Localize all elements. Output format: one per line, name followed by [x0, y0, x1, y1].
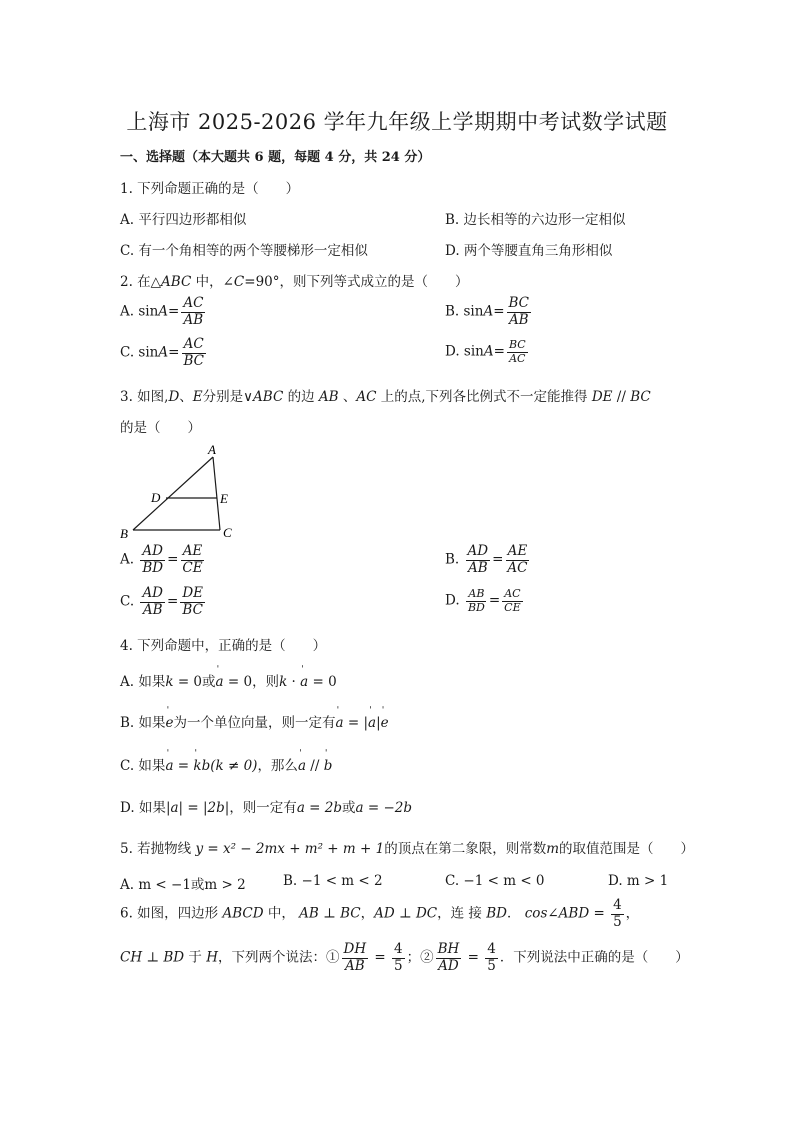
q6-bd: BD — [486, 905, 507, 922]
question-6-line-2 — [120, 942, 689, 974]
q4-c-pre: C. 如果 — [120, 758, 166, 774]
question-1-stem: 1. 下列命题正确的是（ ） — [120, 181, 300, 197]
q6-f2-num: BH — [437, 941, 460, 957]
question-5-option-b: B. −1 < m < 2 — [283, 873, 383, 889]
q2-a-var: A — [158, 303, 169, 320]
q2-d-num: BC — [508, 338, 526, 351]
q2-a-num: AC — [183, 295, 204, 311]
question-5-option-d: D. m > 1 — [608, 873, 669, 889]
q6-cos-fraction — [611, 898, 624, 930]
question-4-option-b — [120, 711, 389, 731]
q6-dot: ． — [506, 905, 525, 922]
q3-a-eq: = — [167, 551, 179, 568]
vertex-label-e: E — [220, 491, 228, 506]
q6-frac-dh-ab — [342, 942, 369, 974]
q2-b-label: B. sin — [445, 303, 484, 320]
q3-c-n2: DE — [182, 585, 204, 601]
q6-f1-den: AB — [344, 957, 365, 974]
q3-b-label: B. — [445, 551, 460, 568]
q2-b-den: AB — [508, 311, 529, 328]
question-2-option-a — [120, 296, 207, 328]
q2-d-var: A — [483, 343, 494, 360]
q4-b-vector-e2: ˈ e — [381, 715, 389, 731]
q6-frac-bh-ad — [436, 942, 462, 974]
q4-b-vector-a: ˈ a — [336, 715, 344, 731]
q3-point-e: E — [192, 389, 203, 405]
q6-h: H — [206, 949, 218, 966]
q3-a-label: A. — [120, 551, 135, 568]
vertex-label-c: C — [223, 525, 232, 540]
q6-cos-den: 5 — [613, 913, 622, 930]
q6-pre: 6. 如图，四边形 — [120, 905, 223, 922]
question-2-option-b — [445, 296, 533, 328]
question-5-option-c: C. −1 < m < 0 — [445, 873, 545, 889]
q4-b-mid: 为一个单位向量，则一定有 — [173, 715, 336, 731]
q4-c-vector-a: ˈ a — [165, 758, 173, 774]
q2-d-fraction — [507, 339, 528, 365]
question-5-option-a: A. m < −1或m > 2 — [120, 877, 246, 893]
q6-frac-four-fifths-1 — [392, 942, 405, 974]
q3-d-n1: AB — [468, 587, 485, 600]
q3-d-n2: AC — [504, 587, 521, 600]
q3-d-d1: BD — [467, 600, 485, 614]
q3-a-n1: AD — [142, 543, 163, 559]
q6-f1-num: DH — [343, 941, 367, 957]
q2-c-eq: = — [168, 344, 180, 361]
q6-end: ， — [625, 905, 640, 922]
q2-d-label: D. sin — [445, 343, 484, 360]
q3-d-d2: CE — [504, 600, 521, 614]
question-5-stem — [120, 837, 694, 857]
q4-b-vector-a2: ˈ a — [368, 715, 376, 731]
q4-a-pre: A. 如果 — [120, 674, 166, 690]
q3-a-frac-left — [140, 544, 165, 576]
q4-b-bar: | — [376, 715, 381, 731]
q3-triangle: ABC — [253, 389, 284, 405]
q3-c-d1: AB — [142, 601, 163, 618]
q3-b-d1: AB — [467, 559, 488, 576]
q6-comma: ， — [360, 905, 375, 922]
section-heading: 一、选择题（本大题共 6 题，每题 4 分，共 24 分） — [120, 150, 431, 165]
q2-stem-post: =90°，则下列等式成立的是（ ） — [244, 274, 469, 290]
q4-d-condition: |a| = |2b| — [165, 800, 230, 816]
question-3-option-c — [120, 586, 207, 618]
q6-condition-2: AD ⊥ DC — [374, 905, 438, 922]
q4-a-end: = 0 — [308, 674, 337, 690]
q3-pre: 3. 如图, — [120, 389, 169, 405]
q2-a-den: AB — [183, 311, 204, 328]
q4-a-k2: k — [279, 674, 288, 690]
q3-b-d2: AC — [507, 559, 528, 576]
question-2-option-c — [120, 337, 208, 369]
q2-d-den: AC — [509, 351, 526, 365]
q3-side-ac: AC — [356, 389, 377, 405]
q4-a-vector-a: ˈ a — [216, 674, 224, 690]
q6-mid2: ，下列两个说法：① — [218, 949, 340, 966]
q6-cos-num: 4 — [613, 897, 622, 913]
q6-frac-four-fifths-2 — [485, 942, 498, 974]
q2-c-den: BC — [183, 352, 204, 369]
vertex-label-b: B — [120, 526, 128, 541]
vertex-label-a: A — [208, 442, 216, 457]
q3-b-n1: AD — [467, 543, 489, 559]
q4-a-k: k — [165, 674, 174, 690]
q2-stem-pre: 2. 在 — [120, 274, 151, 290]
question-2-option-d — [445, 339, 530, 365]
q5-m: m — [546, 841, 560, 857]
q4-d-mid: ，则一定有 — [229, 800, 297, 816]
q4-a-then: ，则 — [252, 674, 280, 690]
question-4-stem: 4. 下列命题中，正确的是（ ） — [120, 638, 327, 654]
question-3-option-b — [445, 544, 532, 576]
q6-v2-num: 4 — [487, 941, 496, 957]
q4-a-eqv0: = 0 — [223, 674, 253, 690]
q2-c-label: C. sin — [120, 344, 159, 361]
question-1-option-c: C. 有一个角相等的两个等腰梯形一定相似 — [120, 243, 368, 259]
q4-c-condition: (k ≠ 0) — [210, 758, 258, 774]
q6-eq1: = — [370, 949, 391, 966]
q6-f2-den: AD — [438, 957, 459, 974]
q3-d-eq: = — [488, 592, 501, 609]
q3-rest: 的边 — [283, 389, 319, 405]
q6-mid: 中， — [263, 905, 300, 922]
q3-bc: BC — [630, 389, 651, 405]
question-6-line-1 — [120, 898, 639, 930]
q6-cos: cos∠ABD — [524, 905, 590, 922]
q3-de: DE — [591, 389, 613, 405]
q5-equation: y = x² − 2mx + m² + m + 1 — [195, 841, 385, 857]
question-4-option-d — [120, 796, 412, 816]
q4-c-vector-kb: ˈ kb — [193, 758, 210, 774]
q3-tail: 上的点,下列各比例式不一定能推得 — [376, 389, 592, 405]
q4-c-vector-a2: ˈ a — [298, 758, 306, 774]
question-1-option-d: D. 两个等腰直角三角形相似 — [445, 243, 613, 259]
q4-d-or: 或 — [342, 800, 356, 816]
q6-v2-den: 5 — [487, 957, 496, 974]
q4-a-dot: · — [287, 674, 301, 690]
q6-semicolon: ；② — [406, 949, 434, 966]
triangle-figure — [115, 440, 245, 545]
q4-b-eq: = | — [343, 715, 369, 731]
q3-sep: 、 — [179, 389, 193, 405]
q3-side-ab: AB — [318, 389, 339, 405]
q3-a-d1: BD — [142, 559, 164, 576]
q3-mid: 分别是∨ — [202, 389, 254, 405]
q6-yu: 于 — [184, 949, 207, 966]
q3-c-label: C. — [120, 593, 135, 610]
q3-b-frac-right — [505, 544, 529, 576]
q2-stem-mid: 中，∠ — [191, 274, 234, 290]
vertex-label-d: D — [151, 490, 161, 505]
q4-d-result-1: a = 2b — [296, 800, 342, 816]
question-3-stem-line-1 — [120, 385, 651, 405]
page-title: 上海市 2025-2026 学年九年级上学期期中考试数学试题 — [126, 110, 668, 134]
q6-connect: ，连 接 — [437, 905, 487, 922]
q4-b-vector-e: ˈ e — [166, 715, 174, 731]
q4-b-pre: B. 如果 — [120, 715, 166, 731]
question-3-option-d — [445, 588, 525, 614]
q6-ch-bd: CH ⊥ BD — [120, 949, 185, 966]
q2-c-var: A — [158, 344, 169, 361]
q3-c-d2: BC — [182, 601, 203, 618]
q2-b-eq: = — [493, 303, 505, 320]
q4-a-vector-a2: ˈ a — [300, 674, 308, 690]
q4-d-result-2: a = −2b — [355, 800, 412, 816]
question-4-option-a — [120, 670, 337, 690]
q2-b-fraction — [507, 296, 532, 328]
side-ab — [133, 457, 213, 530]
q3-b-eq: = — [492, 551, 504, 568]
q6-end2: ．下列说法中正确的是（ ） — [499, 949, 689, 966]
q6-condition-1: AB ⊥ BC — [299, 905, 361, 922]
q3-c-frac-left — [140, 586, 165, 618]
q3-d-frac-left — [466, 588, 487, 614]
q2-a-fraction — [181, 296, 205, 328]
side-ac — [213, 457, 220, 530]
q3-b-frac-left — [466, 544, 491, 576]
q4-d-pre: D. 如果 — [120, 800, 166, 816]
q2-b-num: BC — [508, 295, 530, 311]
q3-a-frac-right — [180, 544, 204, 576]
q4-a-eq0: = 0或 — [173, 674, 216, 690]
q3-point-d: D — [168, 389, 180, 405]
question-4-option-c — [120, 754, 332, 774]
q2-c-fraction — [181, 337, 206, 369]
q2-b-var: A — [483, 303, 494, 320]
q3-b-n2: AE — [507, 543, 528, 559]
q3-comma: 、 — [338, 389, 357, 405]
q4-c-mid: ，那么 — [257, 758, 298, 774]
q6-v1-den: 5 — [394, 957, 403, 974]
q2-d-eq: = — [493, 343, 505, 360]
q4-c-vector-b: ˈ b — [324, 758, 333, 774]
q6-quadrilateral: ABCD — [222, 905, 264, 922]
q4-c-eq: = — [173, 758, 194, 774]
question-3-option-a — [120, 544, 207, 576]
q5-pre: 5. 若抛物线 — [120, 841, 196, 857]
q3-d-label: D. — [445, 592, 460, 609]
q2-a-label: A. sin — [120, 303, 159, 320]
q2-a-eq: = — [168, 303, 180, 320]
q3-a-d2: CE — [182, 559, 203, 576]
q3-d-frac-right — [502, 588, 522, 614]
q6-eq2: = — [463, 949, 484, 966]
q3-c-n1: AD — [142, 585, 164, 601]
q3-c-eq: = — [167, 593, 179, 610]
q4-c-parallel: // — [306, 758, 324, 774]
q5-post: 的取值范围是（ ） — [559, 841, 695, 857]
question-1-option-b: B. 边长相等的六边形一定相似 — [445, 212, 626, 228]
q6-eq: = — [589, 905, 610, 922]
q3-c-frac-right — [180, 586, 205, 618]
q2-angle-c: C — [233, 274, 245, 290]
q2-c-num: AC — [183, 336, 204, 352]
question-1-option-a: A. 平行四边形都相似 — [120, 212, 247, 228]
q2-triangle: △ABC — [150, 274, 192, 290]
q5-mid: 的顶点在第二象限，则常数 — [384, 841, 547, 857]
q3-a-n2: AE — [182, 543, 203, 559]
question-3-stem-line-2: 的是（ ） — [120, 420, 201, 436]
q3-parallel: // — [612, 389, 631, 405]
question-2-stem — [120, 270, 469, 290]
q6-v1-num: 4 — [394, 941, 403, 957]
